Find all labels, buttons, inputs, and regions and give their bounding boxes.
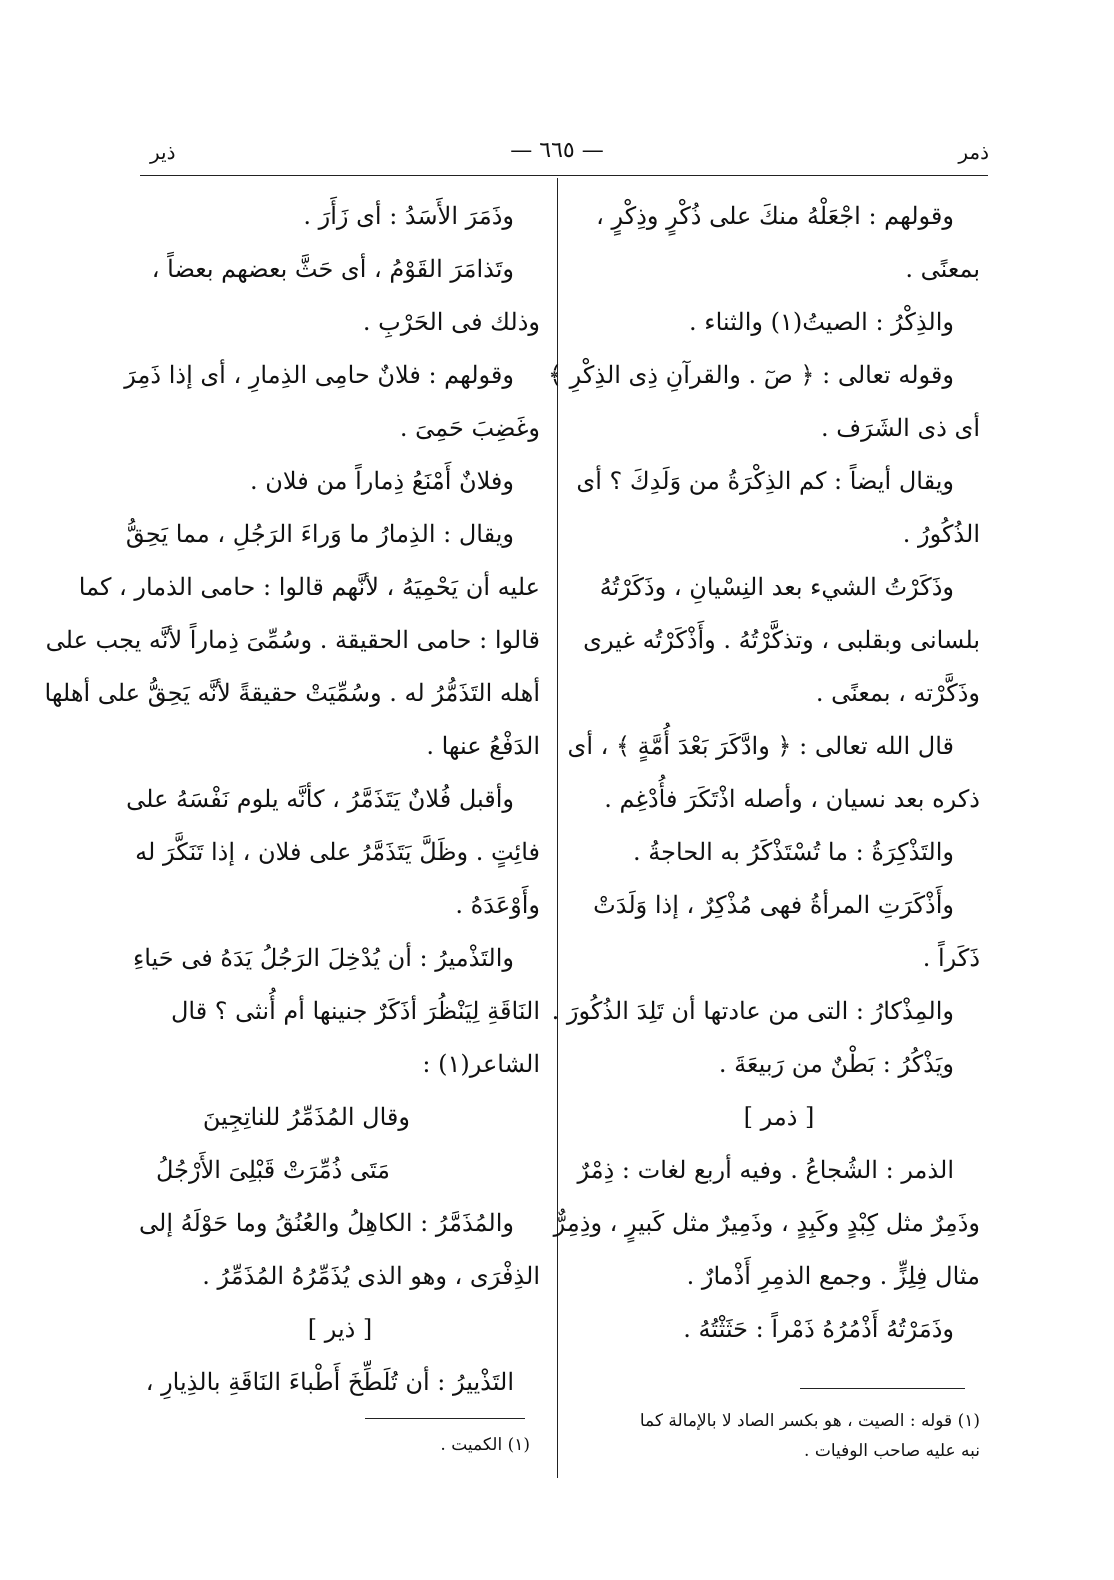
left-column-text-line: وقال المُذَمِّرُ للناتِجِينَ: [202, 1103, 410, 1131]
right-column-text-line: قال الله تعالى : ﴿ وادَّكَرَ بَعْدَ أُمَّةٍ ﴾ ، أى: [567, 732, 954, 760]
right-column-text-line: ذَكَراً .: [922, 944, 980, 972]
left-column-text-line: الذِفْرَى ، وهو الذى يُذَمِّرُهُ المُذَمِّرُ .: [202, 1262, 540, 1290]
right-column-text-line: وقوله تعالى : ﴿ صٓ . والقرآنِ ذِى الذِكْرِ ﴾: [547, 361, 954, 389]
left-column-text-line: والتَذْميرُ : أن يُدْخِلَ الرَجُلُ يَدَهُ فى حَياءِ: [132, 944, 514, 972]
page-number: — ٦٦٥ —: [510, 138, 604, 163]
right-column-text-line: الذمر : الشُجاعُ . وفيه أربع لغات : ذِمْرٌ: [577, 1156, 954, 1184]
left-column-text-line: والمُذَمَّرُ : الكاهِلُ والعُنُقُ وما حَوْلَهُ إلى: [139, 1209, 514, 1237]
running-head-left: ذير: [150, 140, 176, 164]
running-head-right: ذمر: [958, 140, 989, 164]
right-column-text-line: وذَمَرْتُهُ أَذْمُرُهُ ذَمْراً : حَثَثْتُهُ .: [683, 1315, 954, 1343]
right-column-text-line: ويَذْكُرُ : بَطْنٌ من رَبيعَةَ .: [718, 1050, 954, 1078]
right-column-text-line: وقولهم : اجْعَلْهُ منكَ على ذُكْرٍ وذِكْرٍ ،: [596, 202, 954, 230]
right-column: [547, 190, 980, 1356]
right-column-text-line: ويقال أيضاً : كم الذِكْرَةُ من وَلَدِكَ ؟ أى: [576, 467, 954, 495]
right-column-entry-heading: [ ذمر ]: [743, 1103, 815, 1131]
left-column-text-line: وفلانٌ أَمْنَعُ ذِماراً من فلان .: [250, 467, 514, 495]
left-column-text-line: وذَمَرَ الأَسَدُ : أى زَأَرَ .: [303, 202, 514, 230]
right-column-text-line: وذَكَّرْته ، بمعنًى .: [815, 679, 980, 707]
left-column-footnote-line: (١) الكميت .: [440, 1435, 530, 1455]
header-rule: [140, 175, 988, 176]
left-column-text-line: مَتَى ذُمِّرَتْ قَبْلِىَ الأَرْجُلُ: [156, 1156, 390, 1184]
left-column-text-line: وتَذامَرَ القَوْمُ ، أى حَثَّ بعضهم بعضاً ،: [151, 255, 514, 283]
left-column-text-line: النَاقَةِ لِيَنْظُرَ أذَكَرٌ جنينها أم أُنثى ؟ قال: [170, 997, 540, 1025]
left-column-text-line: أهله التَذَمُّرُ له . وسُمِّيَتْ حقيقةً لأنَّه يَحِقُّ على أهلها: [44, 679, 540, 707]
footnote-right: [580, 1406, 980, 1466]
right-column-text-line: وذَمِرٌ مثل كِبْدٍ وكَبِدٍ ، وذَمِيرٌ مثل كَبيرٍ ، وذِمِرٌّ: [553, 1209, 980, 1237]
left-column-text-line: وغَضِبَ حَمِىَ .: [399, 414, 540, 442]
left-column-text-line: الشاعر(١) :: [422, 1050, 540, 1078]
left-column-text-line: وأَوْعَدَهُ .: [455, 891, 540, 919]
right-column-text-line: والتَذْكِرَةُ : ما تُسْتَذْكَرُ به الحاجةُ .: [633, 838, 954, 866]
footnote-rule-left: [365, 1418, 525, 1419]
footnote-left: [330, 1430, 530, 1460]
right-column-footnote-line: (١) قوله : الصيت ، هو بكسر الصاد لا بالإمالة كما: [639, 1411, 980, 1431]
footnote-rule-right: [800, 1388, 965, 1389]
right-column-text-line: والمِذْكارُ : التى من عادتها أن تَلِدَ الذُكُورَ .: [551, 997, 954, 1025]
right-column-text-line: بمعنًى .: [905, 255, 980, 283]
left-column-text-line: فائِتٍ . وظَلَّ يَتَذَمَّرُ على فلان ، إذا تَنَكَّرَ له: [135, 838, 540, 866]
right-column-text-line: بلسانى وبقلبى ، وتذكَّرْتُهُ . وأَذْكَرْتُه غيرى: [583, 626, 980, 654]
left-column-text-line: الدَفْعُ عنها .: [426, 732, 540, 760]
left-column-text-line: عليه أن يَحْمِيَهُ ، لأنَّهم قالوا : حامى الذمار ، كما: [78, 573, 540, 601]
right-column-text-line: وذَكَرْتُ الشيء بعد النِسْيانِ ، وذَكَرْتُهُ: [599, 573, 954, 601]
left-column-text-line: التَذْييرُ : أن تُلَطِّخَ أَطْباءَ النَاقَةِ بالذِيارِ ،: [145, 1368, 514, 1396]
left-column-text-line: ويقال : الذِمارُ ما وَراءَ الرَجُلِ ، مما يَحِقُّ: [125, 520, 514, 548]
left-column-text-line: وأقبل فُلانٌ يَتَذَمَّرُ ، كأنَّه يلوم نَفْسَهُ على: [126, 785, 514, 813]
right-column-text-line: مثال فِلِزٍّ . وجمع الذمِرِ أَذْمارٌ .: [686, 1262, 980, 1290]
left-column-text-line: قالوا : حامى الحقيقة . وسُمِّىَ ذِماراً لأنَّه يجب على: [45, 626, 540, 654]
left-column-text-line: وقولهم : فلانٌ حامِى الذِمارِ ، أى إذا ذَمِرَ: [124, 361, 514, 389]
left-column: [44, 190, 540, 1409]
right-column-footnote-line: نبه عليه صاحب الوفيات .: [804, 1441, 980, 1461]
right-column-text-line: والذِكْرُ : الصيتُ(١) والثناء .: [689, 308, 954, 336]
right-column-text-line: وأَذْكَرَتِ المرأةُ فهى مُذْكِرٌ ، إذا وَلَدَتْ: [593, 891, 954, 919]
right-column-text-line: الذُكُورُ .: [902, 520, 980, 548]
right-column-text-line: أى ذى الشَرَف .: [821, 414, 980, 442]
right-column-text-line: ذكره بعد نسيان ، وأصله اذْتَكَرَ فأُدْغِم .: [604, 785, 980, 813]
left-column-entry-heading: [ ذير ]: [307, 1315, 373, 1343]
left-column-text-line: وذلك فى الحَرْبِ .: [362, 308, 540, 336]
